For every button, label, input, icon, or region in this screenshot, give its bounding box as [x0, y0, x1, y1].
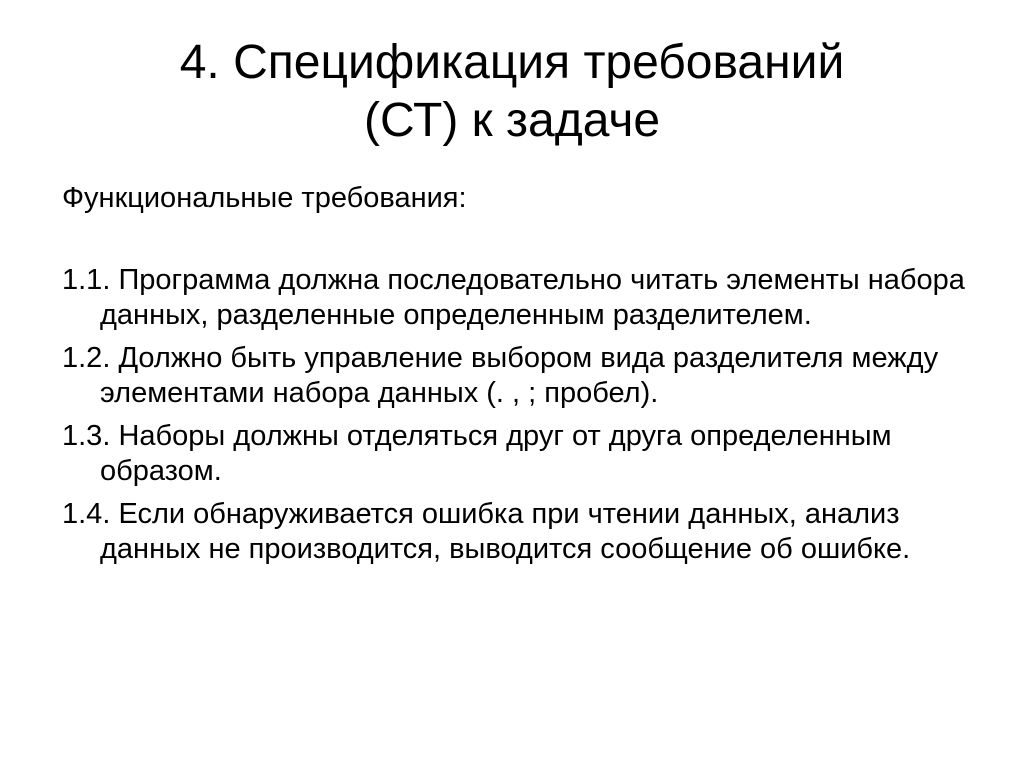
- slide-title-line-1: 4. Спецификация требований: [179, 36, 845, 89]
- requirement-item: [62, 341, 982, 411]
- requirement-text: Если обнаруживается ошибка при чтении данных, анализ данных не производится, выводится сообщение об ошибке.: [100, 498, 911, 565]
- requirement-item: [62, 497, 982, 567]
- requirement-item: [62, 263, 982, 333]
- requirement-number: 1.3.: [62, 420, 119, 452]
- requirement-number: 1.4.: [62, 498, 119, 530]
- requirement-item: [62, 419, 982, 489]
- section-subheading: Функциональные требования:: [62, 182, 467, 214]
- requirement-number: 1.1.: [62, 264, 119, 296]
- requirement-text: Программа должна последовательно читать элементы набора данных, разделенные определенным разделителем.: [100, 264, 965, 331]
- slide-title-line-2: (СТ) к задаче: [363, 94, 661, 147]
- requirement-number: 1.2.: [62, 342, 119, 374]
- slide-title: [40, 34, 984, 150]
- requirements-list: [62, 263, 982, 575]
- requirement-text: Наборы должны отделяться друг от друга определенным образом.: [100, 420, 892, 487]
- requirement-text: Должно быть управление выбором вида разделителя между элементами набора данных (. , ; пробел).: [100, 342, 939, 409]
